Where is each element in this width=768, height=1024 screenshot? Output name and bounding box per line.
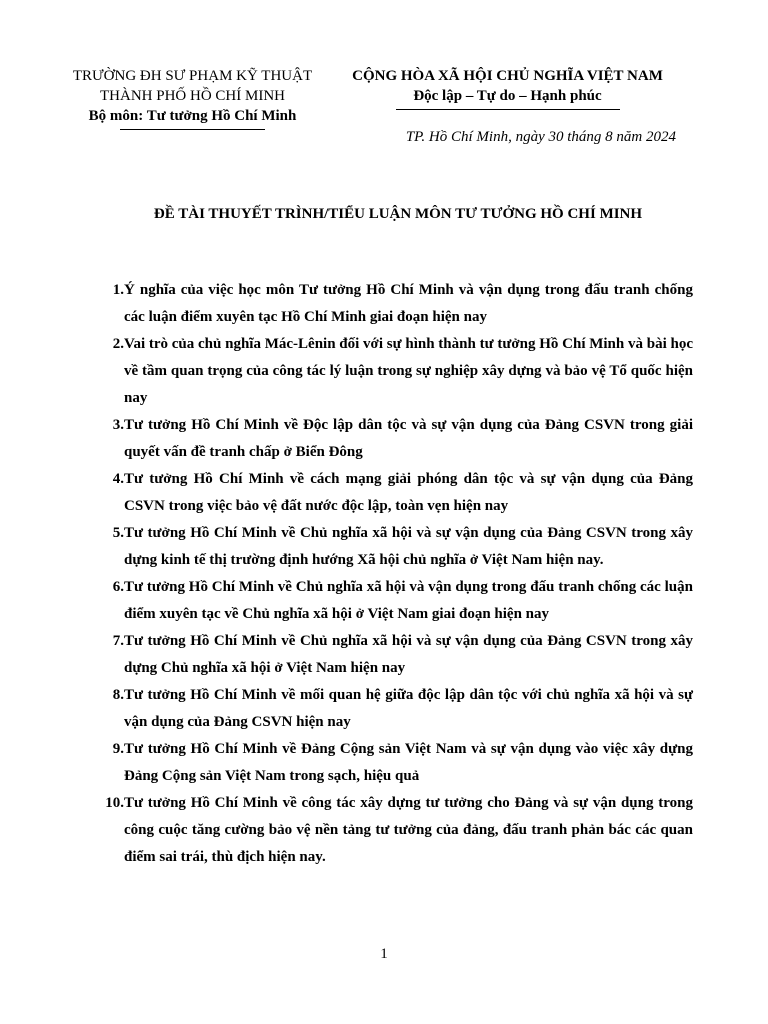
topic-number: 5.	[112, 525, 124, 541]
institution-name-line2: THÀNH PHỐ HỒ CHÍ MINH	[100, 88, 285, 104]
date-line: TP. Hồ Chí Minh, ngày 30 tháng 8 năm 2024	[405, 129, 676, 145]
topic-number: 2.	[112, 336, 124, 352]
department-name: Bộ môn: Tư tưởng Hồ Chí Minh	[88, 108, 297, 124]
topic-number: 7.	[112, 633, 124, 649]
topic-item	[96, 682, 693, 736]
national-header	[336, 66, 679, 110]
topic-number: 1.	[112, 282, 124, 298]
topic-item	[96, 628, 693, 682]
topic-number: 6.	[112, 579, 124, 595]
national-title: CỘNG HÒA XÃ HỘI CHỦ NGHĨA VIỆT NAM	[352, 68, 663, 84]
topic-text: Tư tưởng Hồ Chí Minh về Chủ nghĩa xã hội và vận dụng trong đấu tranh chống các luận điểm xuyên tạc về Chủ nghĩa xã hội ở Việt Nam giai đoạn hiện nay	[124, 579, 693, 622]
topic-number: 9.	[112, 741, 124, 757]
document-title: ĐỀ TÀI THUYẾT TRÌNH/TIỂU LUẬN MÔN TƯ TƯỞNG HỒ CHÍ MINH	[153, 206, 643, 222]
topic-item	[96, 277, 693, 331]
topic-list	[96, 277, 693, 871]
topic-item	[96, 520, 693, 574]
topic-number: 10.	[105, 795, 124, 811]
topic-text: Tư tưởng Hồ Chí Minh về Đảng Cộng sản Việt Nam và sự vận dụng vào việc xây dựng Đảng Cộng sản Việt Nam trong sạch, hiệu quả	[124, 741, 693, 784]
topic-text: Vai trò của chủ nghĩa Mác-Lênin đối với sự hình thành tư tưởng Hồ Chí Minh và bài học về tầm quan trọng của công tác lý luận trong sự nghiệp xây dựng và bảo vệ Tổ quốc hiện nay	[124, 336, 694, 406]
national-underline	[396, 109, 620, 110]
topic-item	[96, 331, 693, 412]
topic-number: 3.	[112, 417, 124, 433]
topic-item	[96, 790, 693, 871]
topic-number: 4.	[112, 471, 124, 487]
topic-text: Tư tưởng Hồ Chí Minh về mối quan hệ giữa độc lập dân tộc với chủ nghĩa xã hội và sự vận dụng của Đảng CSVN hiện nay	[124, 687, 693, 730]
topic-text: Tư tưởng Hồ Chí Minh về Độc lập dân tộc và sự vận dụng của Đảng CSVN trong giải quyết vấn đề tranh chấp ở Biển Đông	[124, 417, 693, 460]
national-motto: Độc lập – Tự do – Hạnh phúc	[413, 88, 602, 104]
topic-item	[96, 574, 693, 628]
topic-text: Tư tưởng Hồ Chí Minh về Chủ nghĩa xã hội và sự vận dụng của Đảng CSVN trong xây dựng kinh tế thị trường định hướng Xã hội chủ nghĩa ở Việt Nam hiện nay.	[124, 525, 693, 568]
institution-name-line1: TRƯỜNG ĐH SƯ PHẠM KỸ THUẬT	[72, 68, 313, 84]
topic-item	[96, 412, 693, 466]
topic-text: Tư tưởng Hồ Chí Minh về Chủ nghĩa xã hội và sự vận dụng của Đảng CSVN trong xây dựng Chủ nghĩa xã hội ở Việt Nam hiện nay	[124, 633, 693, 676]
topic-text: Tư tưởng Hồ Chí Minh về công tác xây dựng tư tưởng cho Đảng và sự vận dụng trong công cuộc tăng cường bảo vệ nền tảng tư tưởng của đảng, đấu tranh phản bác các quan điểm sai trái, thù địch hiện nay.	[124, 795, 693, 865]
topic-number: 8.	[112, 687, 124, 703]
institution-underline	[120, 129, 265, 130]
topic-text: Tư tưởng Hồ Chí Minh về cách mạng giải phóng dân tộc và sự vận dụng của Đảng CSVN trong việc bảo vệ đất nước độc lập, toàn vẹn hiện nay	[124, 471, 693, 514]
institution-header	[60, 66, 325, 130]
topic-item	[96, 466, 693, 520]
topic-text: Ý nghĩa của việc học môn Tư tưởng Hồ Chí Minh và vận dụng trong đấu tranh chống các luận điểm xuyên tạc Hồ Chí Minh giai đoạn hiện nay	[124, 282, 693, 325]
page-number: 1	[380, 946, 388, 962]
topic-item	[96, 736, 693, 790]
